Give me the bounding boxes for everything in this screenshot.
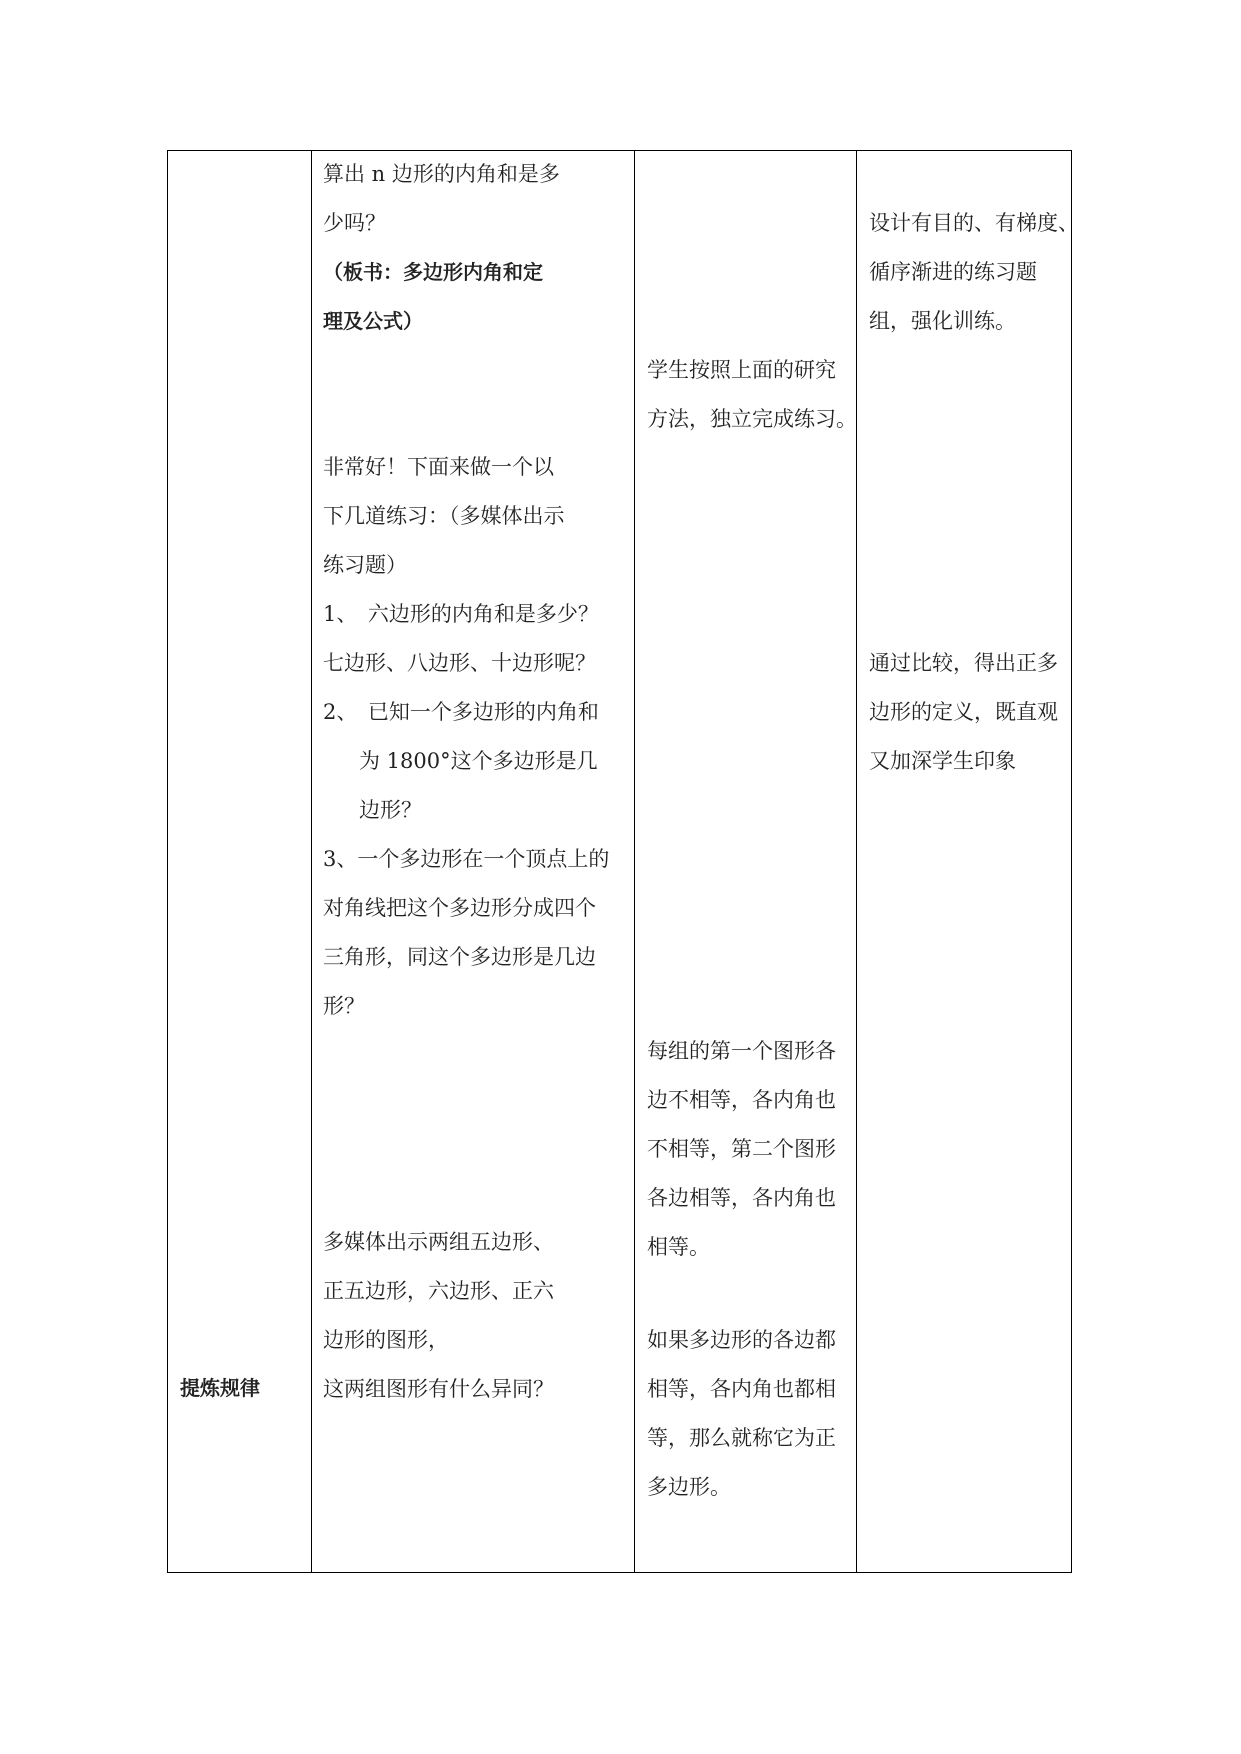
exercise-question-1: 七边形、八边形、十边形呢？ bbox=[323, 651, 596, 675]
design-intent-line: 边形的定义，既直观 bbox=[869, 700, 1058, 724]
student-text-line: 不相等，第二个图形 bbox=[647, 1137, 836, 1161]
student-text-line: 每组的第一个图形各 bbox=[647, 1039, 836, 1063]
stage-label: 提炼规律 bbox=[180, 1376, 260, 1400]
student-text-line: 相等。 bbox=[647, 1235, 710, 1259]
teacher-text-line: 非常好！下面来做一个以 bbox=[323, 455, 554, 479]
exercise-question-3: 形？ bbox=[323, 994, 365, 1018]
column-divider-2 bbox=[634, 151, 635, 1572]
board-note-line: 理及公式） bbox=[323, 309, 423, 333]
exercise-question-3: 对角线把这个多边形分成四个 bbox=[323, 896, 596, 920]
student-text-line: 等，那么就称它为正 bbox=[647, 1426, 836, 1450]
exercise-question-2: 2、 已知一个多边形的内角和 bbox=[323, 700, 599, 724]
board-note-line: （板书：多边形内角和定 bbox=[323, 260, 543, 284]
exercise-question-2: 边形？ bbox=[359, 798, 422, 822]
student-text-line: 学生按照上面的研究 bbox=[647, 358, 836, 382]
student-text-line: 方法，独立完成练习。 bbox=[647, 407, 857, 431]
design-intent-line: 又加深学生印象 bbox=[869, 749, 1016, 773]
student-text-line: 相等，各内角也都相 bbox=[647, 1377, 836, 1401]
teacher-text-line: 下几道练习：（多媒体出示 bbox=[323, 504, 565, 528]
student-text-line: 如果多边形的各边都 bbox=[647, 1328, 836, 1352]
teacher-text-line: 算出 n 边形的内角和是多 bbox=[323, 162, 560, 186]
exercise-question-1: 1、 六边形的内角和是多少？ bbox=[323, 602, 599, 626]
lesson-plan-table bbox=[167, 150, 1072, 1573]
design-intent-line: 循序渐进的练习题 bbox=[869, 260, 1037, 284]
design-intent-line: 通过比较，得出正多 bbox=[869, 651, 1058, 675]
teacher-text-line: 这两组图形有什么异同？ bbox=[323, 1377, 554, 1401]
teacher-text-line: 少吗？ bbox=[323, 211, 386, 235]
student-text-line: 多边形。 bbox=[647, 1475, 731, 1499]
design-intent-line: 组，强化训练。 bbox=[869, 309, 1016, 333]
student-text-line: 各边相等，各内角也 bbox=[647, 1186, 836, 1210]
column-divider-3 bbox=[856, 151, 857, 1572]
student-text-line: 边不相等，各内角也 bbox=[647, 1088, 836, 1112]
column-divider-1 bbox=[311, 151, 312, 1572]
exercise-question-2: 为 1800°这个多边形是几 bbox=[359, 749, 598, 773]
exercise-question-3: 三角形，同这个多边形是几边 bbox=[323, 945, 596, 969]
teacher-text-line: 练习题） bbox=[323, 553, 407, 577]
design-intent-line: 设计有目的、有梯度、 bbox=[869, 211, 1079, 235]
teacher-text-line: 边形的图形， bbox=[323, 1328, 449, 1352]
teacher-text-line: 正五边形，六边形、正六 bbox=[323, 1279, 554, 1303]
teacher-text-line: 多媒体出示两组五边形、 bbox=[323, 1230, 554, 1254]
exercise-question-3: 3、一个多边形在一个顶点上的 bbox=[323, 847, 610, 871]
